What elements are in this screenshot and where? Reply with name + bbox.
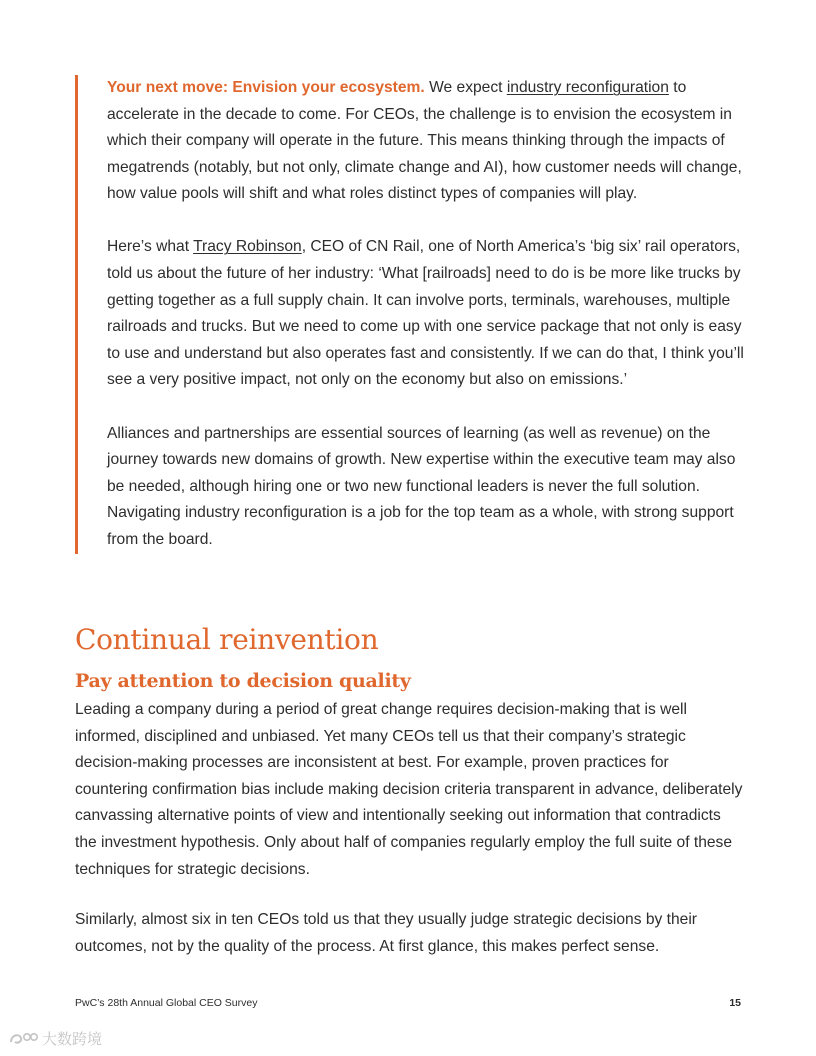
callout-text: We expect — [424, 79, 507, 96]
callout-paragraph-1 — [107, 75, 745, 208]
callout-paragraph-3: Alliances and partnerships are essential sources of learning (as well as revenue) on the journey towards new domains of growth. New expertise within the executive team may also be needed, although hiring one or two new functional leaders is never the full solution. Navigating industry reconfiguration is a job for the top team as a whole, with strong support from the board. — [107, 424, 736, 548]
section-title: Continual reinvention — [75, 623, 379, 656]
watermark — [8, 1028, 102, 1049]
callout-lead: Your next move: Envision your ecosystem. — [107, 79, 425, 96]
callout-paragraph-2 — [107, 234, 745, 394]
body-paragraph-2: Similarly, almost six in ten CEOs told us that they usually judge strategic decisions by their outcomes, not by the quality of the process. At first glance, this makes perfect sense. — [75, 911, 697, 955]
tracy-robinson-link[interactable]: Tracy Robinson — [193, 238, 302, 256]
body-paragraph-1: Leading a company during a period of great change requires decision-making that is well informed, disciplined and unbiased. Yet many CEOs tell us that their company’s strategic decision-making processes are inconsistent at best. For example, proven practices for countering confirmation bias include making decision criteria transparent in advance, deliberately canvassing alternative points of view and intentionally seeking out information that contradicts the investment hypothesis. Only about half of companies regularly employ the full suite of these techniques for strategic decisions. — [75, 701, 743, 878]
watermark-text: 大数跨境 — [42, 1031, 103, 1048]
callout-box — [75, 75, 745, 554]
callout-text: to accelerate in the decade to come. For CEOs, the challenge is to envision the ecosystem in which their company will operate in the future. This means thinking through the impacts of megatrends (notably, but not only, climate change and AI), how customer needs will change, how value pools will shift and what roles distinct types of companies will play. — [107, 79, 742, 203]
section-subtitle: Pay attention to decision quality — [75, 670, 411, 692]
callout-text: Here’s what — [107, 238, 194, 256]
page-number: 15 — [729, 997, 741, 1009]
footer-title: PwC’s 28th Annual Global CEO Survey — [75, 997, 258, 1009]
callout-text: , CEO of CN Rail, one of North America’s ‘big six’ rail operators, told us about the future of her industry: ‘What [railroads] need to do is be more like trucks by getting together as a full supply chain. It can involve ports, terminals, warehouses, multiple railroads and trucks. But we need to come up with one service package that not only is easy to use and understand but also operates fast and consistently. If we can do that, I think you’ll see a very positive impact, not only on the economy but also on emissions.’ — [107, 238, 744, 389]
section-body — [75, 697, 745, 984]
industry-reconfiguration-link[interactable]: industry reconfiguration — [506, 79, 669, 96]
logo-swirl-icon — [8, 1030, 38, 1048]
